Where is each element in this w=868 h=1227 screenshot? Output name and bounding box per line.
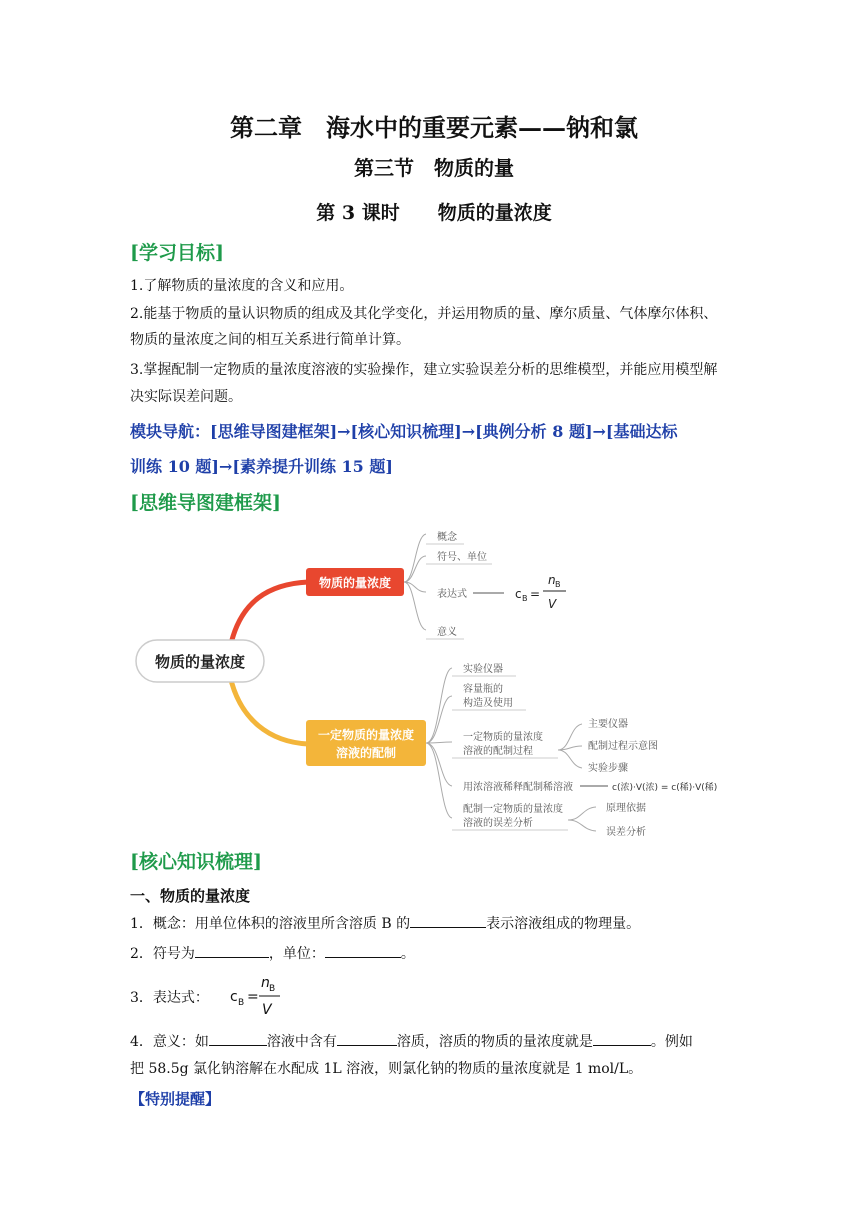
b2-item-dilution: 用浓溶液稀释配制稀溶液	[463, 782, 573, 793]
b1-item-meaning: 意义	[437, 627, 457, 638]
meaning-blank-3[interactable]	[593, 1031, 651, 1046]
branch2-fan	[426, 668, 452, 818]
svg-text:B: B	[522, 594, 528, 603]
b2-item-process-1: 一定物质的量浓度	[463, 732, 543, 743]
formula-c-sub: B	[238, 998, 245, 1008]
objective-3-line2: 决实际误差问题。	[130, 389, 242, 405]
symbol-text-c: 。	[400, 946, 415, 962]
meaning-line2: 把 58.5g 氯化钠溶解在水配成 1L 溶液，则氯化钠的物质的量浓度就是 1 mol/L。	[130, 1061, 643, 1077]
b1-item-concept: 概念	[437, 532, 457, 543]
branch2-connector	[230, 676, 308, 744]
branch1-connector	[230, 582, 308, 648]
svg-text:=: =	[530, 587, 541, 601]
module-nav-line2: 训练 10 题]→[素养提升训练 15 题]	[130, 457, 393, 476]
branch2-label-line1: 一定物质的量浓度	[317, 728, 415, 742]
b2-item-error-2: 溶液的误差分析	[463, 818, 533, 829]
concept-line	[130, 913, 640, 934]
meaning-line	[130, 1031, 693, 1052]
core-heading: [核心知识梳理]	[130, 851, 262, 873]
svg-text:n: n	[548, 573, 556, 587]
core-subheading: 一、物质的量浓度	[130, 887, 251, 905]
svg-text:V: V	[548, 597, 557, 611]
objectives-heading: [学习目标]	[130, 242, 224, 264]
section-title: 第三节 物质的量	[354, 156, 514, 180]
b2-item-error-1: 配制一定物质的量浓度	[463, 804, 563, 815]
concept-text-b: 表示溶液组成的物理量。	[486, 916, 641, 932]
meaning-text-c: 溶质，溶质的物质的量浓度就是	[396, 1034, 593, 1050]
mindmap	[130, 520, 718, 840]
objective-1: 1.了解物质的量浓度的含义和应用。	[130, 278, 354, 294]
b2-item-flask-2: 构造及使用	[463, 698, 513, 709]
unit-blank[interactable]	[325, 943, 401, 958]
special-tip: 【特别提醒】	[130, 1090, 221, 1108]
objective-3-line1: 3.掌握配制一定物质的量浓度溶液的实验操作，建立实验误差分析的思维模型，并能应用模型解	[130, 362, 718, 378]
meaning-text-b: 溶液中含有	[266, 1034, 337, 1050]
branch1-fan	[404, 534, 426, 630]
formula-n-sub: B	[269, 984, 276, 994]
concept-blank[interactable]	[410, 913, 486, 928]
symbol-line	[130, 943, 415, 964]
meaning-text-d: 。例如	[650, 1034, 693, 1050]
expression-formula	[226, 972, 286, 1020]
meaning-blank-2[interactable]	[337, 1031, 397, 1046]
b1-item-expression: 表达式	[437, 589, 467, 600]
lesson-title: 第 3 课时 物质的量浓度	[316, 202, 552, 224]
branch1-label: 物质的量浓度	[318, 576, 392, 590]
symbol-blank[interactable]	[195, 943, 269, 958]
expression-label: 3．表达式：	[130, 990, 209, 1006]
mindmap-formula	[515, 573, 566, 611]
branch2-label-line2: 溶液的配制	[335, 746, 397, 760]
process-sub-2: 配制过程示意图	[588, 741, 658, 752]
error-sub-1: 原理依据	[606, 803, 646, 814]
process-sub-1: 主要仪器	[588, 719, 628, 730]
process-fan	[558, 724, 582, 768]
module-nav-line1: 模块导航：[思维导图建框架]→[核心知识梳理]→[典例分析 8 题]→[基础达标	[130, 422, 678, 441]
concept-text-a: 1．概念：用单位体积的溶液里所含溶质 B 的	[130, 916, 411, 932]
objective-2-line1: 2.能基于物质的量认识物质的组成及其化学变化，并运用物质的量、摩尔质量、气体摩尔体积、	[130, 306, 718, 322]
b2-dilution-formula: c(浓)·V(浓) = c(稀)·V(稀)	[612, 783, 718, 793]
svg-text:c: c	[515, 587, 522, 601]
symbol-text-b: ，单位：	[268, 946, 325, 962]
formula-c: c	[230, 989, 238, 1005]
b2-item-flask-1: 容量瓶的	[463, 684, 503, 695]
root-label: 物质的量浓度	[154, 653, 246, 671]
formula-n: n	[261, 975, 270, 991]
formula-eq: =	[247, 989, 259, 1005]
formula-v: V	[262, 1002, 272, 1018]
svg-text:B: B	[555, 580, 561, 589]
b1-item-symbol: 符号、单位	[437, 552, 487, 563]
error-fan	[568, 807, 596, 831]
error-sub-2: 误差分析	[606, 827, 646, 838]
b2-item-process-2: 溶液的配制过程	[463, 746, 533, 757]
process-sub-3: 实验步骤	[588, 763, 628, 774]
meaning-blank-1[interactable]	[209, 1031, 267, 1046]
b2-item-instruments: 实验仪器	[463, 664, 503, 675]
meaning-text-a: 4．意义：如	[130, 1034, 209, 1050]
objective-2-line2: 物质的量浓度之间的相互关系进行简单计算。	[130, 332, 410, 348]
chapter-title: 第二章 海水中的重要元素——钠和氯	[230, 113, 638, 142]
symbol-text-a: 2．符号为	[130, 946, 195, 962]
mindmap-heading: [思维导图建框架]	[130, 492, 281, 514]
